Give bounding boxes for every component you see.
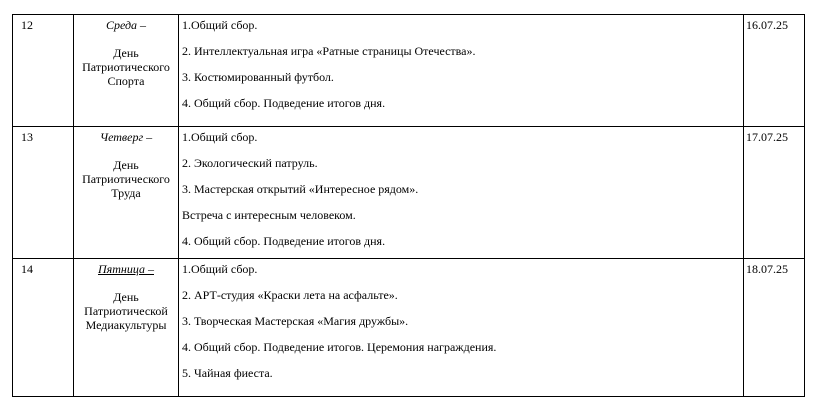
day-cell <box>74 127 179 259</box>
table-row <box>13 15 805 127</box>
activity-item: 1.Общий сбор. <box>182 262 258 276</box>
day-cell <box>74 15 179 127</box>
day-number: 13 <box>13 127 74 259</box>
day-theme: День Патриотической Медиакультуры <box>84 290 168 332</box>
activity-item: 3. Костюмированный футбол. <box>182 70 334 84</box>
table-row <box>13 127 805 259</box>
day-number: 12 <box>13 15 74 127</box>
activity-item: 5. Чайная фиеста. <box>182 366 273 380</box>
activity-item: 1.Общий сбор. <box>182 130 258 144</box>
activity-item: 4. Общий сбор. Подведение итогов. Церемония награждения. <box>182 340 497 354</box>
activities-cell <box>179 259 744 397</box>
activities-cell <box>179 127 744 259</box>
date-cell: 16.07.25 <box>744 15 805 127</box>
activity-item: 4. Общий сбор. Подведение итогов дня. <box>182 96 386 110</box>
activity-item: 2. Интеллектуальная игра «Ратные страницы Отечества». <box>182 44 476 58</box>
day-cell <box>74 259 179 397</box>
activity-item: 2. Экологический патруль. <box>182 156 318 170</box>
activity-item: 3. Мастерская открытий «Интересное рядом». <box>182 182 419 196</box>
day-number: 14 <box>13 259 74 397</box>
day-theme: День Патриотического Труда <box>82 158 170 200</box>
date-cell: 18.07.25 <box>744 259 805 397</box>
activity-item: 4. Общий сбор. Подведение итогов дня. <box>182 234 386 248</box>
activity-item: 1.Общий сбор. <box>182 18 258 32</box>
activity-item: Встреча с интересным человеком. <box>182 208 356 222</box>
weekday-name: Пятница – <box>97 262 154 276</box>
activity-item: 2. АРТ-студия «Краски лета на асфальте». <box>182 288 398 302</box>
activities-cell <box>179 15 744 127</box>
weekday-name: Четверг – <box>99 130 153 144</box>
date-cell: 17.07.25 <box>744 127 805 259</box>
table-row <box>13 259 805 397</box>
weekday-name: Среда – <box>105 18 147 32</box>
schedule-table <box>12 14 805 397</box>
day-theme: День Патриотического Спорта <box>82 46 170 88</box>
activity-item: 3. Творческая Мастерская «Магия дружбы». <box>182 314 409 328</box>
